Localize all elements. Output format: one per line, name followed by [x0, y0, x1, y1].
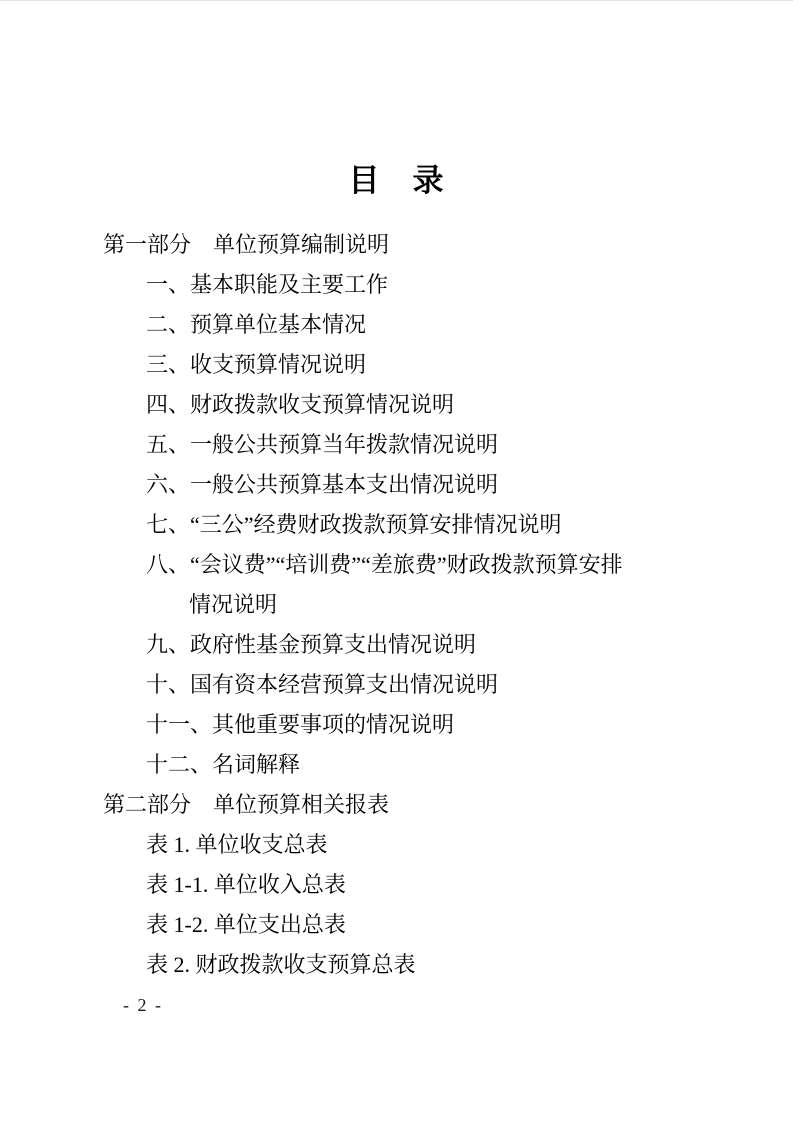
toc-section-2: 第二部分 单位预算相关报表: [103, 792, 390, 817]
toc-section-1: 第一部分 单位预算编制说明: [103, 232, 390, 257]
toc-table-1-2: 表 1-2. 单位支出总表: [146, 912, 346, 937]
toc-item-1: 一、基本职能及主要工作: [146, 272, 389, 297]
toc-item-5: 五、一般公共预算当年拨款情况说明: [146, 432, 499, 457]
toc-item-8-line-2: 情况说明: [189, 592, 278, 617]
toc-item-11: 十一、其他重要事项的情况说明: [146, 712, 455, 737]
toc-item-4: 四、财政拨款收支预算情况说明: [146, 392, 455, 417]
toc-table-1: 表 1. 单位收支总表: [146, 832, 328, 857]
toc-item-12: 十二、名词解释: [146, 752, 301, 777]
toc-item-3: 三、收支预算情况说明: [146, 352, 367, 377]
page-title: 目 录: [348, 162, 445, 198]
page-number: - 2 -: [123, 995, 163, 1015]
toc-item-9: 九、政府性基金预算支出情况说明: [146, 632, 477, 657]
toc-item-10: 十、国有资本经营预算支出情况说明: [146, 672, 499, 697]
toc-item-2: 二、预算单位基本情况: [146, 312, 367, 337]
toc-item-6: 六、一般公共预算基本支出情况说明: [146, 472, 499, 497]
toc-table-1-1: 表 1-1. 单位收入总表: [146, 872, 346, 897]
table-of-contents: [0, 225, 793, 985]
toc-item-8-line-1: 八、“会议费”“培训费”“差旅费”财政拨款预算安排: [146, 552, 623, 577]
toc-item-7: 七、“三公”经费财政拨款预算安排情况说明: [146, 512, 562, 537]
toc-table-2: 表 2. 财政拨款收支预算总表: [146, 952, 416, 977]
